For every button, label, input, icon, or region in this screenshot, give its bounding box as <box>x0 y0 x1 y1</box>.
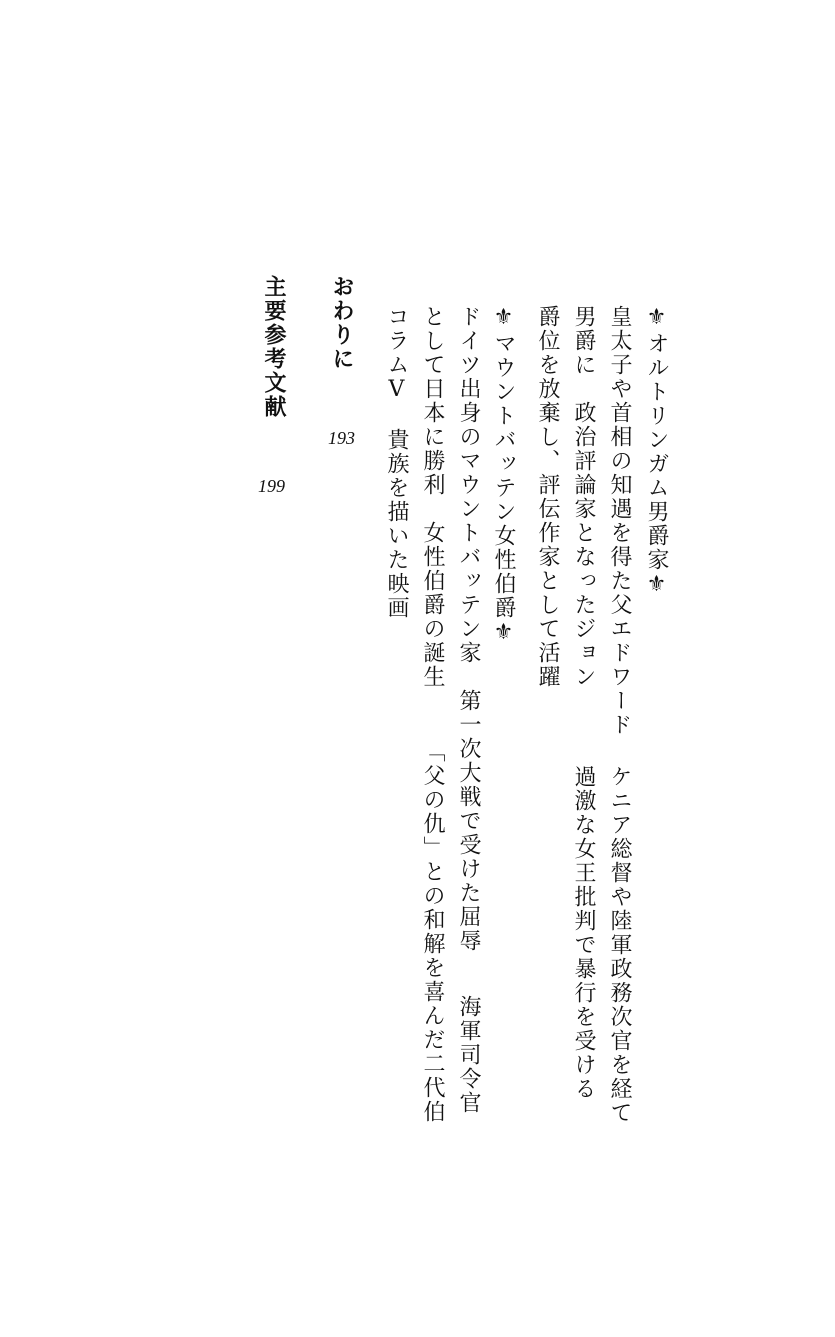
toc-line: ケニア総督や陸軍政務次官を経て <box>607 765 632 1125</box>
section-heading-text: マウントバッテン女性伯爵 <box>491 332 516 620</box>
toc-line: 過激な女王批判で暴行を受ける <box>571 765 596 1101</box>
section-heading-altrincham <box>645 305 667 599</box>
toc-line: コラムⅤ 貴族を描いた映画 <box>384 305 409 620</box>
toc-line: として日本に勝利 女性伯爵の誕生 <box>420 305 445 689</box>
toc-line: 「父の仇」との和解を喜んだ二代伯 <box>420 740 445 1124</box>
section-heading-mountbatten <box>492 305 514 647</box>
page-number-sankou: 199 <box>258 476 285 496</box>
fleur-de-lis-icon: ⚜ <box>644 572 669 599</box>
toc-entry-sankou: 主要参考文献 <box>261 275 286 419</box>
fleur-de-lis-icon: ⚜ <box>644 305 669 332</box>
toc-line: 皇太子や首相の知遇を得た父エドワード <box>607 305 632 737</box>
toc-line: 爵位を放棄し、評伝作家として活躍 <box>535 305 560 689</box>
toc-line: 男爵に 政治評論家となったジョン <box>571 305 596 689</box>
toc-line: ドイツ出身のマウントバッテン家 第一次大戦で受けた屈辱 <box>456 305 481 953</box>
fleur-de-lis-icon: ⚜ <box>491 305 516 332</box>
page-number-owarini: 193 <box>328 428 355 448</box>
fleur-de-lis-icon: ⚜ <box>491 620 516 647</box>
section-heading-text: オルトリンガム男爵家 <box>644 332 669 572</box>
toc-entry-owarini: おわりに <box>329 275 354 371</box>
toc-line: 海軍司令官 <box>456 995 481 1115</box>
